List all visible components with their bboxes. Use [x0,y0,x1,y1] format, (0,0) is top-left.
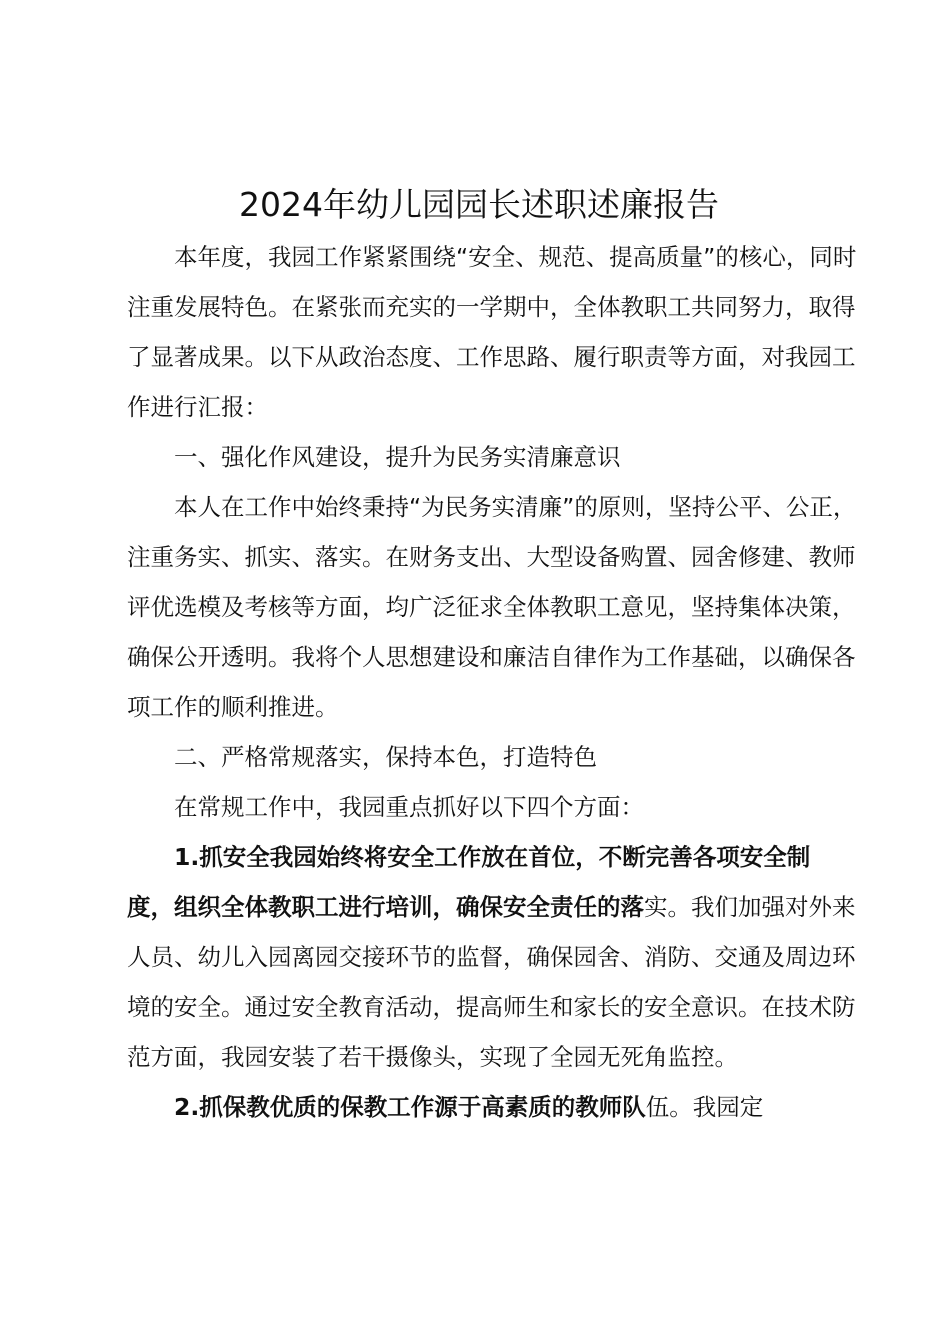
list-item-text: 伍。我园定 [645,1093,764,1121]
document-title: 2024年幼儿园园长述职述廉报告 [239,185,719,224]
list-item-education [127,1082,857,1132]
list-item-lead: 1.抓安全我园始终将安全工作放在首位，不断完善各项安全制度，组织全体教职工进行培训，确保安全责任的落 [127,843,811,921]
list-item-safety [127,832,857,1082]
document-body [127,232,857,1132]
section-1-paragraph: 本人在工作中始终秉持“为民务实清廉”的原则，坚持公平、公正，注重务实、抓实、落实。在财务支出、大型设备购置、园舍修建、教师评优选模及考核等方面，均广泛征求全体教职工意见，坚持集体决策，确保公开透明。我将个人思想建设和廉洁自律作为工作基础，以确保各项工作的顺利推进。 [127,493,857,721]
list-item-lead: 2.抓保教优质的保教工作源于高素质的教师队 [174,1093,646,1121]
intro-paragraph: 本年度，我园工作紧紧围绕“安全、规范、提高质量”的核心，同时注重发展特色。在紧张而充实的一学期中，全体教职工共同努力，取得了显著成果。以下从政治态度、工作思路、履行职责等方面，对我园工作进行汇报： [127,243,857,421]
list-item-text: 实。我们加强对外来人员、幼儿入园离园交接环节的监督，确保园舍、消防、交通及周边环境的安全。通过安全教育活动，提高师生和家长的安全意识。在技术防范方面，我园安装了若干摄像头，实现了全园无死角监控。 [127,893,856,1071]
section-heading-2: 二、严格常规落实，保持本色，打造特色 [174,743,597,771]
section-heading-1: 一、强化作风建设，提升为民务实清廉意识 [174,443,621,471]
section-2-intro-paragraph: 在常规工作中，我园重点抓好以下四个方面： [174,793,644,821]
